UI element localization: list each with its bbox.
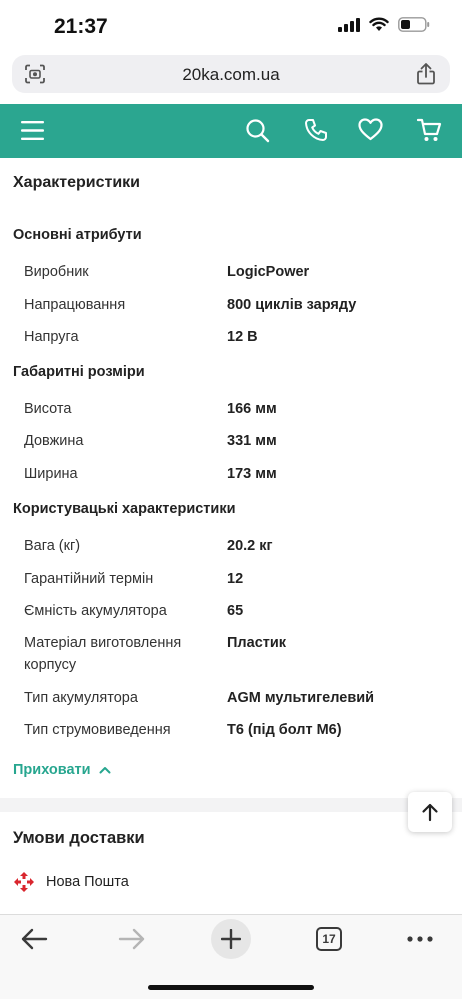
spec-label: Висота bbox=[24, 401, 72, 417]
signal-icon bbox=[338, 18, 360, 32]
spec-label: Ємність акумулятора bbox=[24, 603, 167, 619]
hide-specs-link[interactable] bbox=[13, 762, 111, 778]
group-title-dimensions: Габаритні розміри bbox=[13, 364, 145, 380]
scroll-to-top-button[interactable] bbox=[408, 792, 452, 832]
spec-label: Напруга bbox=[24, 329, 79, 345]
nova-poshta-icon bbox=[13, 871, 35, 893]
spec-label: Матеріал виготовлення корпусу bbox=[24, 635, 182, 673]
wifi-icon bbox=[369, 17, 389, 32]
url-domain: 20ka.com.ua bbox=[182, 65, 280, 84]
search-icon[interactable] bbox=[245, 118, 270, 143]
spec-value: 12 В bbox=[227, 329, 258, 345]
spec-value: 800 циклів заряду bbox=[227, 297, 357, 313]
spec-value: 173 мм bbox=[227, 466, 277, 482]
group-title-main: Основні атрибути bbox=[13, 227, 142, 243]
menu-icon[interactable] bbox=[21, 121, 44, 140]
cart-icon[interactable] bbox=[417, 118, 442, 143]
spec-value: 331 мм bbox=[227, 433, 277, 449]
more-icon[interactable] bbox=[407, 936, 433, 942]
status-icons bbox=[338, 17, 430, 32]
battery-icon bbox=[398, 17, 430, 32]
tabs-button[interactable] bbox=[316, 927, 342, 951]
spec-label: Вага (кг) bbox=[24, 538, 81, 554]
delivery-title: Умови доставки bbox=[13, 829, 145, 847]
group-title-user: Користувацькі характеристики bbox=[13, 501, 236, 517]
spec-label: Гарантійний термін bbox=[24, 571, 154, 587]
spec-value: Пластик bbox=[227, 635, 287, 651]
back-arrow-icon[interactable] bbox=[20, 927, 48, 951]
heart-icon[interactable] bbox=[358, 118, 383, 141]
spec-label: Тип акумулятора bbox=[24, 690, 138, 706]
spec-label: Напрацювання bbox=[24, 297, 126, 313]
delivery-option-nova-poshta[interactable] bbox=[13, 871, 129, 893]
spec-value: LogicPower bbox=[227, 264, 310, 280]
specs-title: Характеристики bbox=[13, 174, 141, 191]
address-bar[interactable] bbox=[12, 55, 450, 93]
arrow-up-icon bbox=[420, 802, 440, 822]
new-tab-button[interactable] bbox=[211, 919, 251, 959]
spec-value: 20.2 кг bbox=[227, 538, 273, 554]
status-time: 21:37 bbox=[54, 15, 108, 38]
forward-arrow-icon[interactable] bbox=[118, 927, 146, 951]
spec-label: Ширина bbox=[24, 466, 78, 482]
plus-icon bbox=[221, 929, 241, 949]
spec-value: 12 bbox=[227, 571, 244, 587]
share-icon[interactable] bbox=[416, 62, 436, 86]
delivery-option-label: Нова Пошта bbox=[46, 874, 129, 890]
section-divider bbox=[0, 798, 462, 812]
spec-value: 166 мм bbox=[227, 401, 277, 417]
spec-label: Тип струмовиведення bbox=[24, 722, 171, 738]
spec-label: Виробник bbox=[24, 264, 89, 280]
spec-value: T6 (під болт M6) bbox=[227, 722, 342, 738]
home-indicator bbox=[148, 985, 314, 990]
hide-specs-label: Приховати bbox=[13, 762, 91, 778]
tab-count: 17 bbox=[322, 932, 336, 946]
site-header bbox=[0, 104, 462, 158]
spec-value: 65 bbox=[227, 603, 244, 619]
phone-icon[interactable] bbox=[304, 118, 328, 142]
spec-label: Довжина bbox=[24, 433, 84, 449]
status-bar bbox=[0, 0, 462, 52]
spec-value: AGM мультигелевий bbox=[227, 690, 375, 706]
chevron-up-icon bbox=[99, 766, 111, 774]
